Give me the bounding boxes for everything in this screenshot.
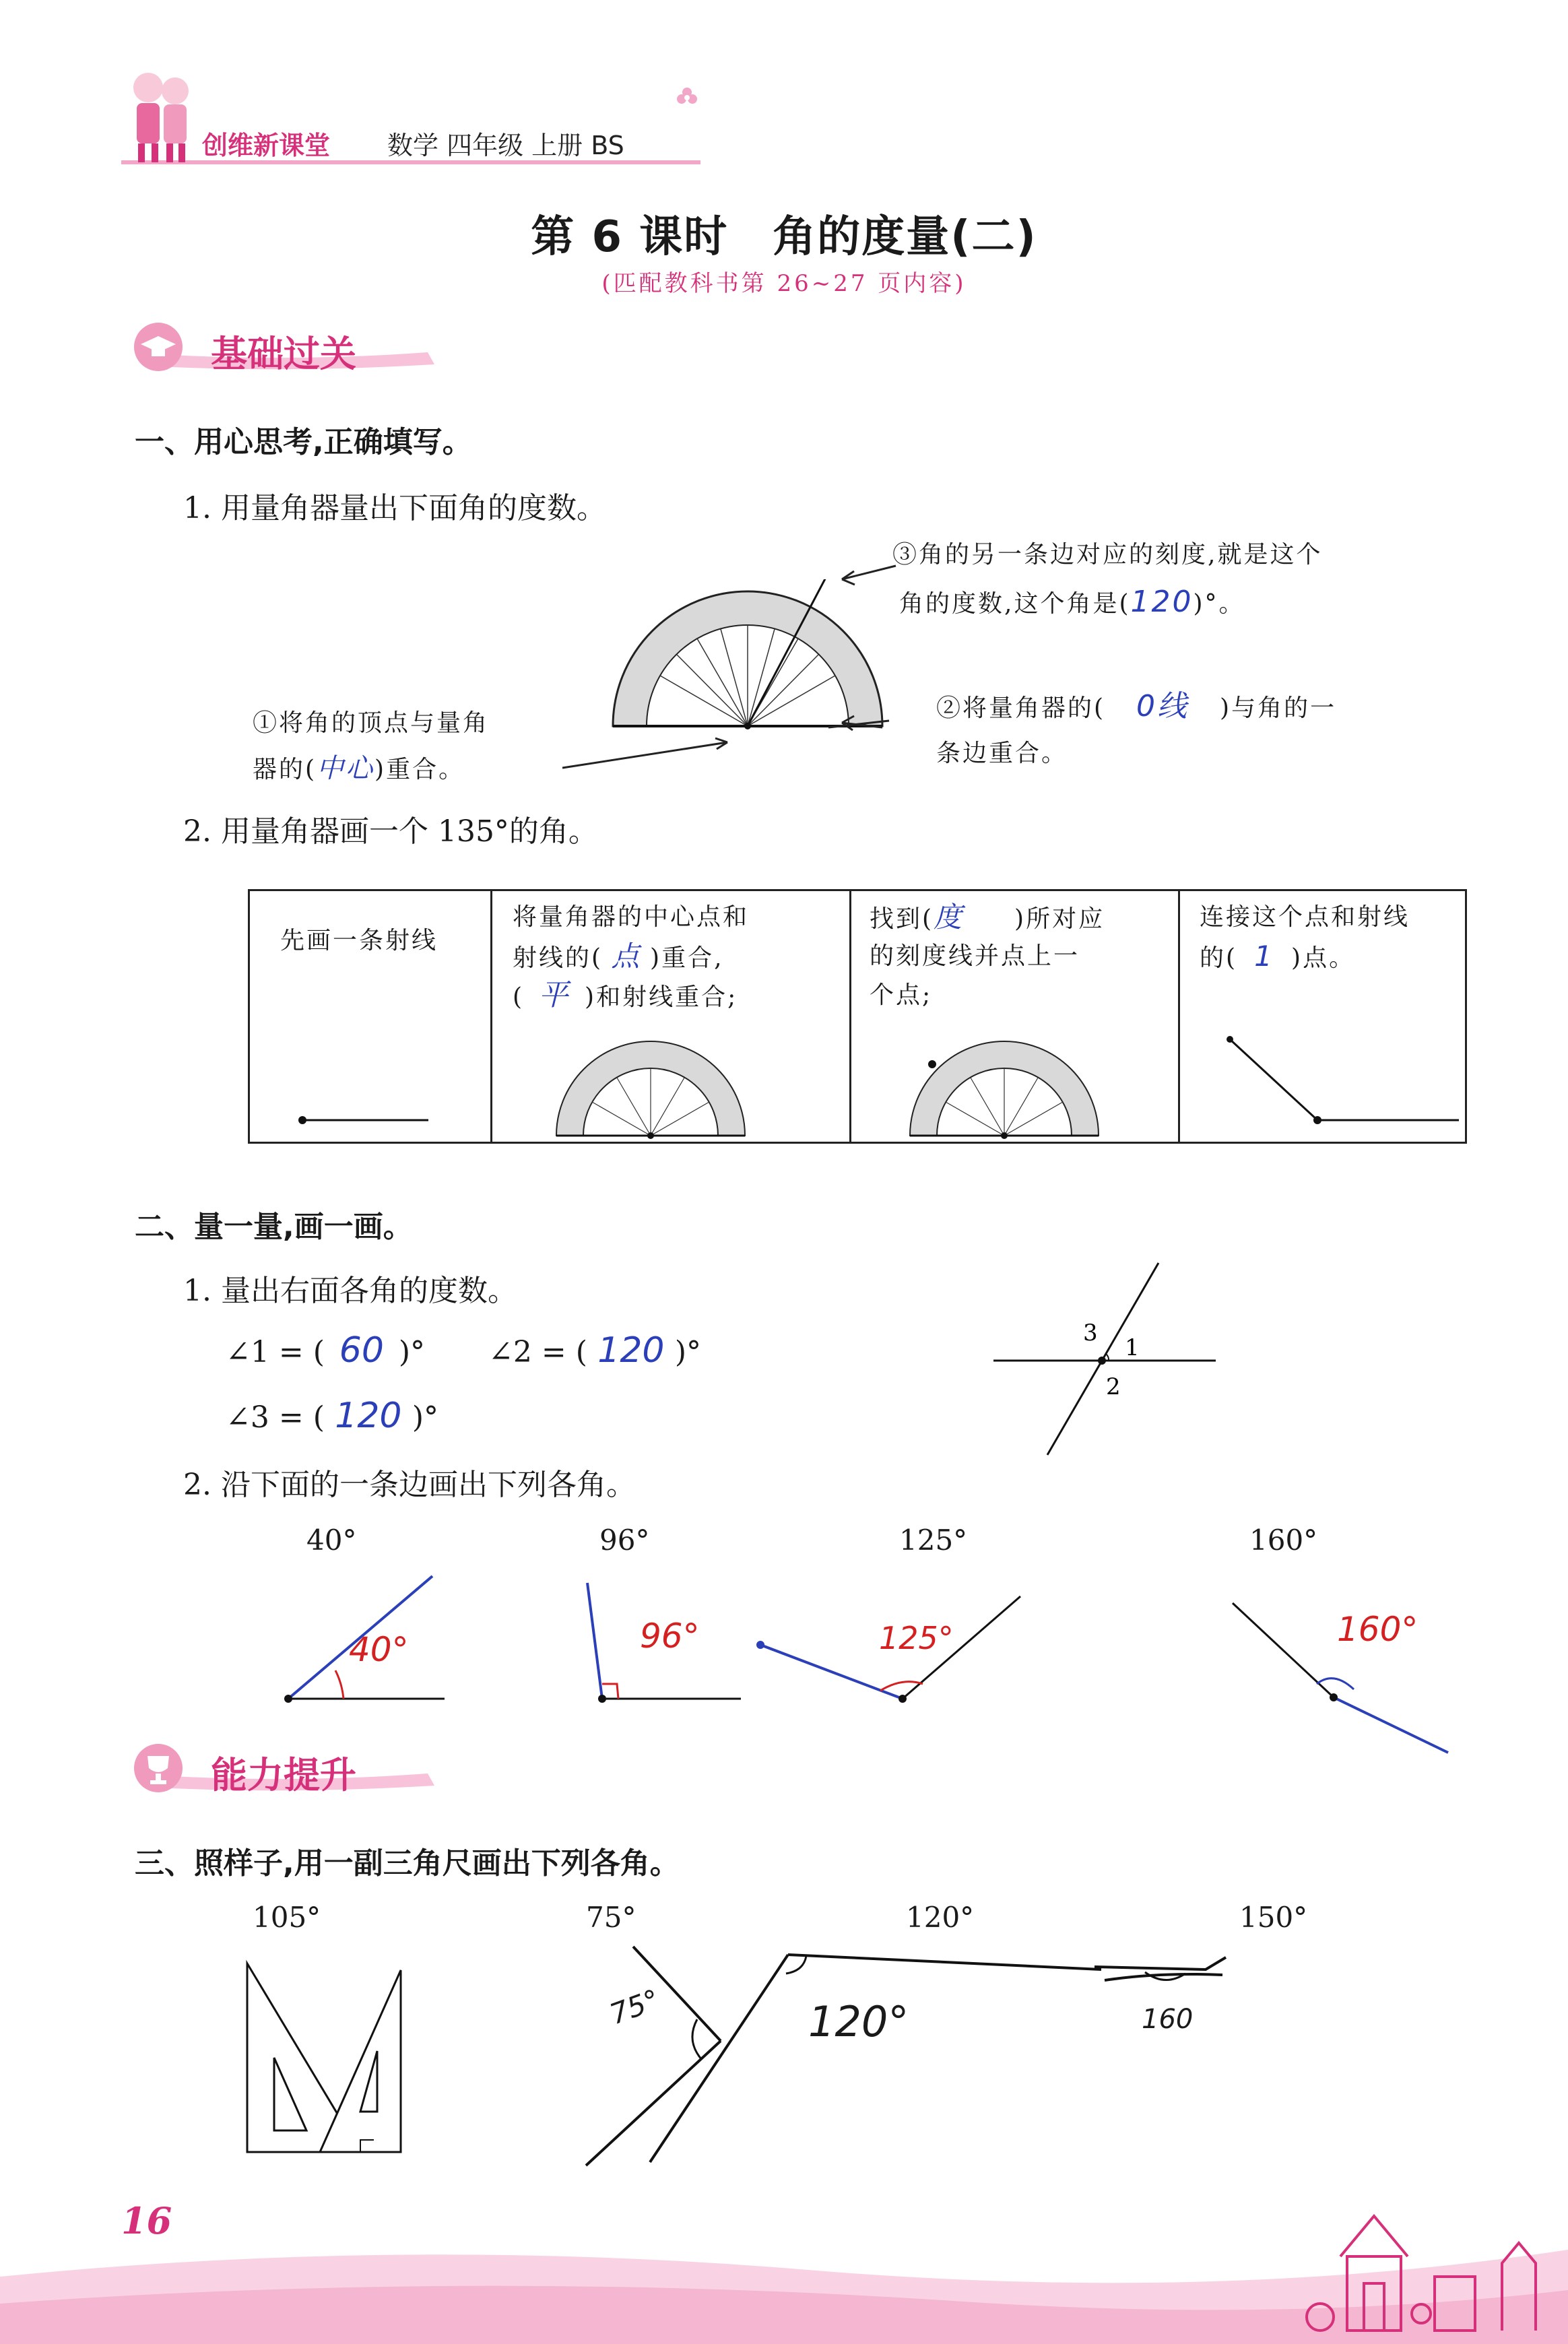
subject-line: 数学 四年级 上册 BS <box>387 131 624 160</box>
q2-item1-prompt: 1. 量出右面各角的度数。 <box>183 1274 517 1308</box>
angle-label-160: 160° <box>1249 1524 1318 1557</box>
step3-line1: ③角的另一条边对应的刻度,就是这个 <box>892 541 1323 568</box>
angle2-answer-line <box>488 1330 701 1371</box>
fig-label-1: 1 <box>1125 1334 1140 1361</box>
angle3-answer[interactable]: 120 <box>335 1396 402 1436</box>
angle3-label: ∠3 = ( <box>226 1400 325 1435</box>
handwritten-96: 96° <box>640 1617 700 1656</box>
step1-answer[interactable]: 中心 <box>317 753 375 784</box>
angle1-close: )° <box>398 1335 426 1369</box>
q1-item2-prompt: 2. 用量角器画一个 135°的角。 <box>183 814 598 849</box>
q1-item1-prompt: 1. 用量角器量出下面角的度数。 <box>183 491 606 525</box>
handwritten-120: 120° <box>808 1997 909 2046</box>
table-divider-3 <box>1178 891 1180 1142</box>
step3-line2-pre: 角的度数,这个角是( <box>899 590 1131 618</box>
cell3-line3: 个点; <box>870 981 933 1009</box>
angle2-label: ∠2 = ( <box>488 1335 587 1369</box>
cell2-answer1[interactable]: 点 <box>611 940 642 973</box>
step2-line2: 条边重合。 <box>936 740 1068 767</box>
drawn-angle-120-q3 <box>630 1940 1115 2169</box>
handwritten-125: 125° <box>879 1620 954 1656</box>
page-number: 16 <box>121 2199 172 2242</box>
angle-label-40: 40° <box>306 1524 357 1557</box>
angle1-label: ∠1 = ( <box>226 1335 325 1369</box>
intersecting-lines-figure <box>983 1260 1226 1462</box>
q3-label-105: 105° <box>253 1901 321 1934</box>
angle-label-125: 125° <box>899 1524 968 1557</box>
angle2-close: )° <box>674 1335 702 1369</box>
table-divider-1 <box>490 891 492 1142</box>
step1-line2-post: )重合。 <box>374 756 465 783</box>
step3-line2 <box>899 583 1245 624</box>
step1-line1: ①将角的顶点与量角 <box>253 709 490 737</box>
cell2-line2 <box>513 937 724 978</box>
handwritten-40: 40° <box>349 1630 409 1669</box>
cell2-line3 <box>513 976 738 1017</box>
angle1-answer[interactable]: 60 <box>339 1330 384 1371</box>
q3-heading: 三、照样子,用一副三角尺画出下列各角。 <box>135 1846 680 1881</box>
cell2-line2-pre: 射线的( <box>513 944 603 972</box>
q3-label-120: 120° <box>906 1901 975 1934</box>
cell3-line2: 的刻度线并点上一 <box>870 942 1080 970</box>
cell3-line1-post: )所对应 <box>1014 905 1105 933</box>
section-badge-basic-label: 基础过关 <box>211 333 356 375</box>
cell3-line1-pre: 找到( <box>870 905 934 933</box>
cell3-answer[interactable]: 度 <box>934 901 965 934</box>
cell1-text: 先画一条射线 <box>280 927 438 954</box>
q2-heading: 二、量一量,画一画。 <box>135 1210 413 1244</box>
castle-icon <box>1300 2203 1556 2337</box>
step1-line2-pre: 器的( <box>253 756 317 783</box>
step2-line1-pre: ②将量角器的( <box>936 694 1106 722</box>
cell2-line2-post: )重合, <box>650 944 724 972</box>
cell2-answer2[interactable]: 平 <box>538 978 570 1012</box>
lesson-title: 第 6 课时 角的度量(二) <box>531 212 1037 262</box>
cell4-line2 <box>1200 937 1355 978</box>
handwritten-160-q3: 160 <box>1142 2004 1194 2035</box>
step1-line2 <box>253 749 465 789</box>
section-badge-ability <box>131 1741 441 1794</box>
cell2-line1: 将量角器的中心点和 <box>513 903 750 931</box>
q3-label-75: 75° <box>586 1901 636 1934</box>
q3-label-150: 150° <box>1239 1901 1308 1934</box>
q1-heading: 一、用心思考,正确填写。 <box>135 425 472 459</box>
set-square-example-105 <box>239 1957 407 2159</box>
protractor-small-2 <box>907 1036 1102 1140</box>
cell2-line3-pre: ( <box>513 983 525 1011</box>
angle3-close: )° <box>412 1400 439 1435</box>
brand-name: 创维新课堂 <box>202 131 331 160</box>
handwritten-160: 160° <box>1337 1610 1418 1649</box>
ray-drawing <box>297 1113 432 1127</box>
protractor-small-1 <box>553 1036 748 1140</box>
cell4-line1: 连接这个点和射线 <box>1200 903 1410 931</box>
angle1-answer-line <box>226 1330 425 1371</box>
angle-135-drawing <box>1206 1026 1462 1134</box>
angle3-answer-line <box>226 1396 438 1436</box>
step2-line1-post: )与角的一 <box>1220 694 1337 722</box>
step3-answer[interactable]: 120 <box>1130 585 1194 619</box>
flower-icon <box>674 84 700 111</box>
table-divider-2 <box>849 891 851 1142</box>
step2-answer[interactable]: 0线 <box>1136 689 1189 723</box>
angle-label-96: 96° <box>599 1524 650 1557</box>
arrow-lines <box>552 559 929 781</box>
q2-item2-prompt: 2. 沿下面的一条边画出下列各角。 <box>183 1468 636 1502</box>
fig-label-3: 3 <box>1083 1320 1098 1346</box>
step2-line1 <box>936 687 1336 728</box>
fig-label-2: 2 <box>1106 1373 1121 1400</box>
angle2-answer[interactable]: 120 <box>597 1330 665 1371</box>
section-badge-basic <box>131 320 441 375</box>
cell4-line2-post: )点。 <box>1291 944 1356 972</box>
steps-table <box>248 889 1467 1144</box>
kids-logo-icon <box>125 64 199 165</box>
handwritten-75: 75° <box>605 1982 664 2031</box>
lesson-subtitle: (匹配教科书第 26~27 页内容) <box>601 270 967 297</box>
step3-line2-post: )°。 <box>1193 590 1245 618</box>
cell4-line2-pre: 的( <box>1200 944 1238 972</box>
cell4-answer[interactable]: 1 <box>1254 940 1274 973</box>
cell3-line1 <box>870 898 1105 939</box>
cell2-line3-post: )和射线重合; <box>585 983 738 1011</box>
section-badge-ability-label: 能力提升 <box>211 1754 356 1796</box>
